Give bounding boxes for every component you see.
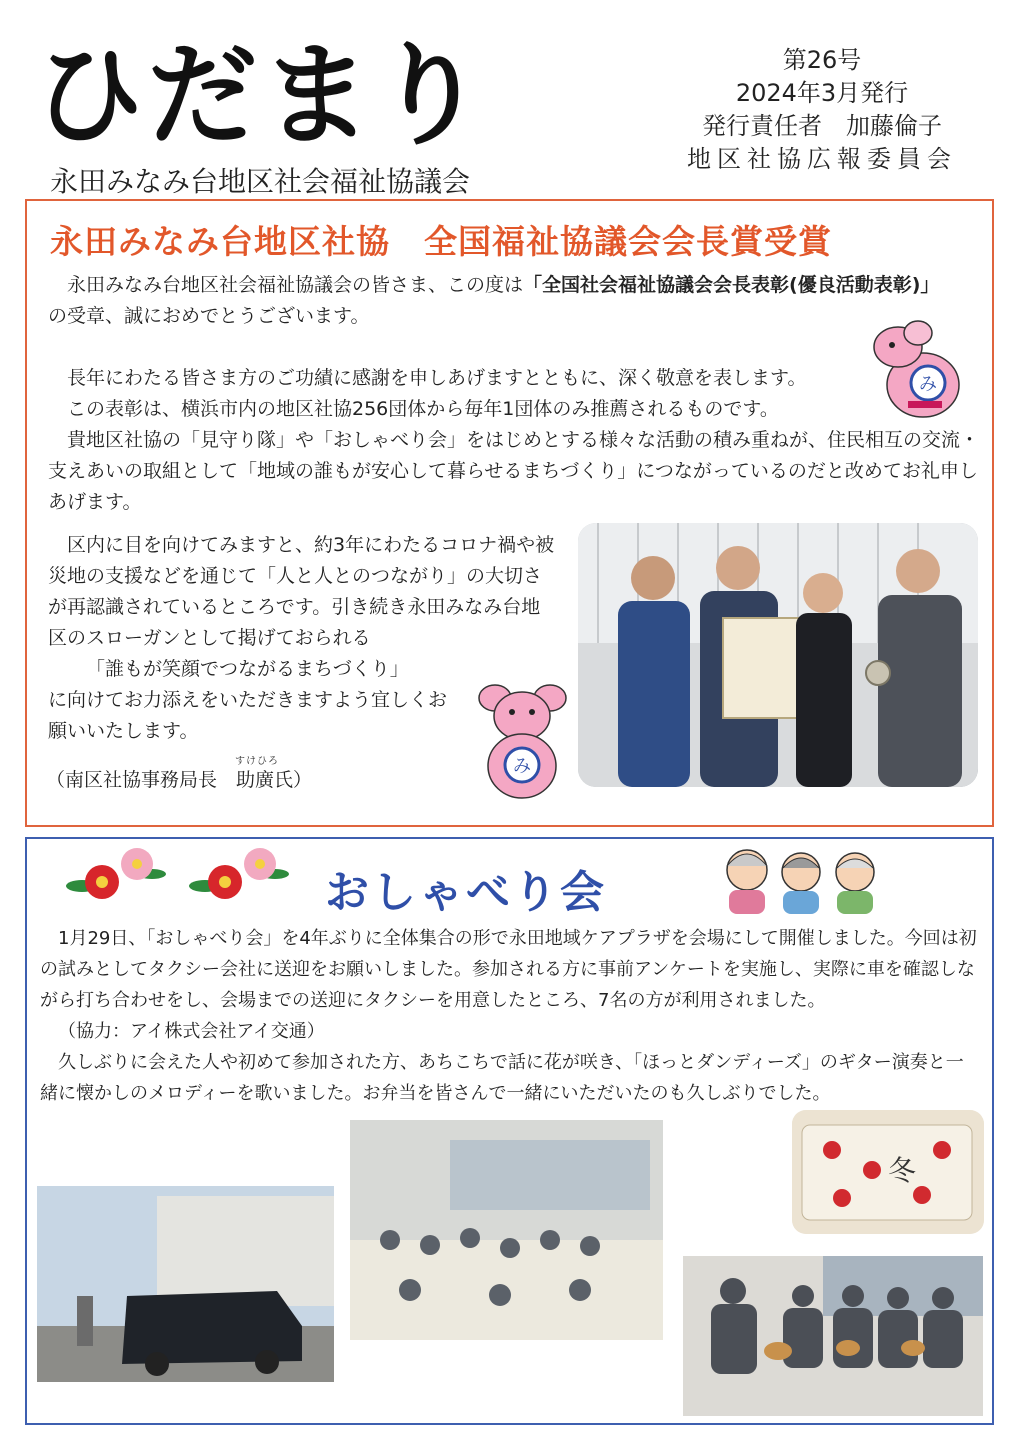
bento-photo (792, 1110, 984, 1234)
elderly-people-illustration-icon (715, 842, 890, 914)
award-name: 「全国社会福祉協議会会長表彰(優良活動表彰)」 (523, 274, 940, 296)
newsletter-masthead: ひだまり (34, 30, 489, 161)
award-paragraph-2: 長年にわたる皆さま方のご功績に感謝を申しあげますとともに、深く敬意を表します。 (67, 367, 807, 389)
award-paragraph-1-b: の受章、誠におめでとうございます。 (48, 305, 370, 327)
bento-label: 冬 (888, 1154, 917, 1187)
issue-number: 第26号 (782, 46, 862, 74)
guitar-performance-photo (683, 1256, 983, 1416)
award-paragraph-6: に向けてお力添えをいただきますよう宜しくお願いいたします。 (48, 689, 448, 742)
mascot-icon (868, 315, 968, 425)
committee: 地区社協広報委員会 (687, 145, 957, 173)
meeting-hall-photo (350, 1120, 663, 1340)
issue-date: 2024年3月発行 (735, 79, 909, 107)
chat-meeting-paragraph-2: 久しぶりに会えた人や初めて参加された方、あちこちで話に花が咲き、「ほっとダンディーズ」のギター演奏と一緒に懐かしのメロディーを歌いました。お弁当を皆さんで一緒にいただいたのも久しぶりでした。 (40, 1052, 964, 1104)
camellia-flower-icon (185, 842, 295, 904)
publisher: 発行責任者 加藤倫子 (702, 112, 942, 140)
taxi-photo (37, 1186, 334, 1382)
award-paragraph-1 (48, 270, 983, 332)
award-paragraph-3: この表彰は、横浜市内の地区社協256団体から毎年1団体のみ推薦されるものです。 (67, 398, 779, 420)
cooperation-note: （協力：アイ株式会社アイ交通） (58, 1021, 325, 1042)
award-section-title: 永田みなみ台地区社協 全国福祉協議会会長賞受賞 (50, 222, 832, 261)
slogan: 「誰もが笑顔でつながるまちづくり」 (86, 658, 409, 680)
svg-text:み: み (919, 374, 937, 395)
issue-info (662, 44, 982, 176)
chat-meeting-article-body (40, 923, 980, 1109)
award-paragraph-5: 区内に目を向けてみますと、約3年にわたるコロナ禍や被災地の支援などを通じて「人と人とのつながり」の大切さが再認識されているところです。引き続き永田みなみ台地区のスローガンとして掲げておられる (48, 534, 555, 649)
camellia-flower-icon (62, 842, 172, 904)
award-paragraph-1-a: 永田みなみ台地区社会福祉協議会の皆さま、この度は (67, 274, 524, 296)
signature-ruby: すけひろ (235, 756, 279, 767)
award-article-body (48, 270, 983, 518)
chat-meeting-title: おしゃべり会 (325, 867, 607, 918)
award-photo (578, 523, 978, 787)
svg-text:み: み (513, 756, 531, 777)
award-paragraph-4: 貴地区社協の「見守り隊」や「おしゃべり会」をはじめとする様々な活動の積み重ねが、住民相互の交流・支えあいの取組として「地域の誰もが安心して暮らせるまちづくり」につながっているのだと改めてお礼申しあげます。 (48, 429, 980, 513)
organization-name: 永田みなみ台地区社会福祉協議会 (50, 165, 471, 198)
chat-meeting-paragraph-1: 1月29日、「おしゃべり会」を4年ぶりに全体集合の形で永田地域ケアプラザを会場にして開催しました。今回は初の試みとしてタクシー会社に送迎をお願いしました。参加される方に事前アンケートを実施し、実際に車を確認しながら打ち合わせをし、会場までの送迎にタクシーを用意したところ、7名の方が利用されました。 (40, 928, 977, 1011)
signature: （南区社協事務局長 助廣氏） (46, 769, 313, 791)
mascot-icon (470, 680, 575, 805)
